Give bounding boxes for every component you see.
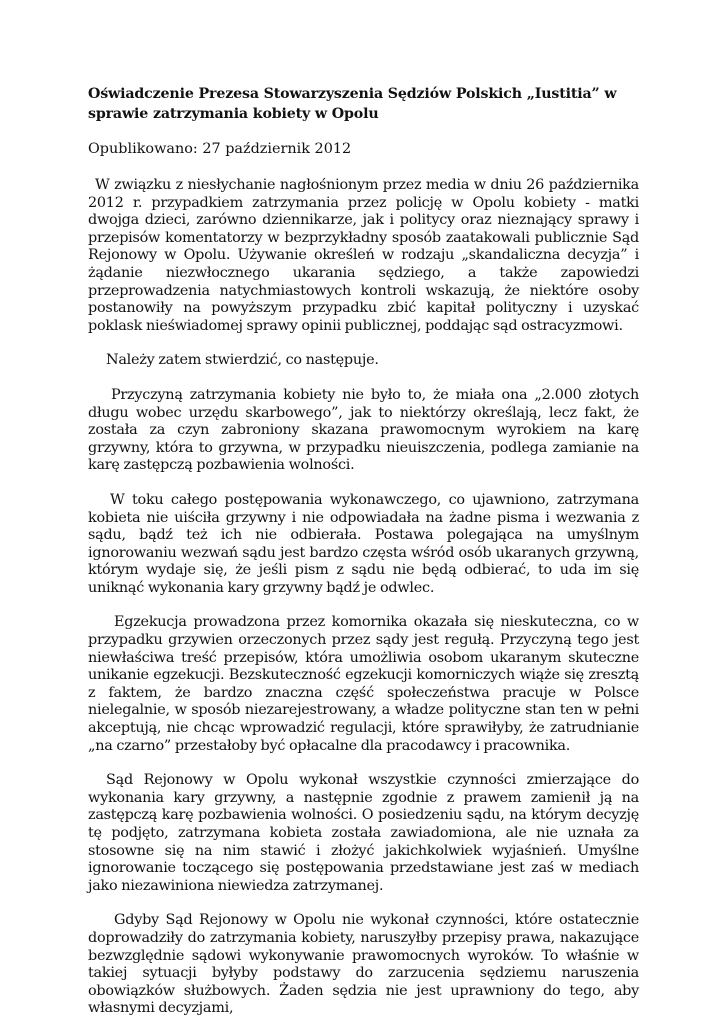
paragraph-cause: Przyczyną zatrzymania kobiety nie było to, że miała ona „2.000 złotych długu wobec urzędu skarbowego”, jak to niektórzy określają, lecz fakt, że została za czyn zabroniony skazana prawomocnym wyrokiem na karę grzywny, która to grzywna, w przypadku nieuiszczenia, podlega zamianie na karę zastępczą pozbawienia wolności. xyxy=(88,386,639,474)
paragraph-statement: Należy zatem stwierdzić, co następuje. xyxy=(106,352,379,369)
paragraph-proceedings: W toku całego postępowania wykonawczego, co ujawniono, zatrzymana kobieta nie uiściła grzywny i nie odpowiadała na żadne pisma i wezwania z sądu, bądź też ich nie odbierała. Postawa polegająca na umyślnym ignorowaniu wezwań sądu jest bardzo częsta wśród osób ukaranych grzywną, którym wydaje się, że jeśli pism z sądu nie będą odbierać, to uda im się uniknąć wykonania kary grzywny bądź je odwlec. xyxy=(88,491,639,596)
document-title: Oświadczenie Prezesa Stowarzyszenia Sędziów Polskich „Iustitia” w sprawie zatrzymania kobiety w Opolu xyxy=(88,86,617,122)
paragraph-obligations: Gdyby Sąd Rejonowy w Opolu nie wykonał czynności, które ostatecznie doprowadziły do zatrzymania kobiety, naruszyłby przepisy prawa, nakazujące bezwzględnie sądowi wykonywanie prawomocnych wyroków. To właśnie w takiej sytuacji byłyby podstawy do zarzucenia sędziemu naruszenia obowiązków służbowych. Żaden sędzia nie jest uprawniony do tego, aby własnymi decyzjami, xyxy=(88,912,639,1017)
publication-date: Opublikowano: 27 październik 2012 xyxy=(88,141,352,157)
paragraph-enforcement: Egzekucja prowadzona przez komornika okazała się nieskuteczna, co w przypadku grzywien orzeczonych przez sądy jest regułą. Przyczyną tego jest niewłaściwa treść przepisów, która umożliwia osobom ukaranym skuteczne unikanie egzekucji. Bezskuteczność egzekucji komorniczych wiąże się zresztą z faktem, że bardzo znaczna część społeczeństwa pracuje w Polsce nielegalnie, w sposób niezarejestrowany, a władze polityczne stan ten w pełni akceptują, nie chcąc wprowadzić regulacji, które sprawiłyby, że zatrudnianie „na czarno” przestałoby być opłacalne dla pracodawcy i pracownika. xyxy=(88,614,639,754)
paragraph-intro: W związku z niesłychanie nagłośnionym przez media w dniu 26 października 2012 r. przypadkiem zatrzymania przez policję w Opolu kobiety - matki dwojga dzieci, zarówno dziennikarze, jak i politycy oraz nieznający sprawy i przepisów komentatorzy w bezprzykładny sposób zaatakowali publicznie Sąd Rejonowy w Opolu. Używanie określeń w rodzaju „skandaliczna decyzja” i żądanie niezwłocznego ukarania sędziego, a także zapowiedzi przeprowadzenia natychmiastowych kontroli wskazują, że niektóre osoby postanowiły na powyższym przypadku zbić kapitał polityczny i uzyskać poklask nieświadomej sprawy opinii publicznej, poddając sąd ostracyzmowi. xyxy=(88,177,639,334)
document-page xyxy=(88,85,639,1018)
paragraph-court-actions: Sąd Rejonowy w Opolu wykonał wszystkie czynności zmierzające do wykonania kary grzywny, a następnie zgodnie z prawem zamienił ją na zastępczą karę pozbawienia wolności. O posiedzeniu sądu, na którym decyzję tę podjęto, zatrzymana kobieta została zawiadomiona, ale nie uznała za stosowne się na nim stawić i złożyć jakichkolwiek wyjaśnień. Umyślne ignorowanie toczącego się postępowania przedstawiane jest zaś w mediach jako niezawiniona niewiedza zatrzymanej. xyxy=(88,772,639,894)
